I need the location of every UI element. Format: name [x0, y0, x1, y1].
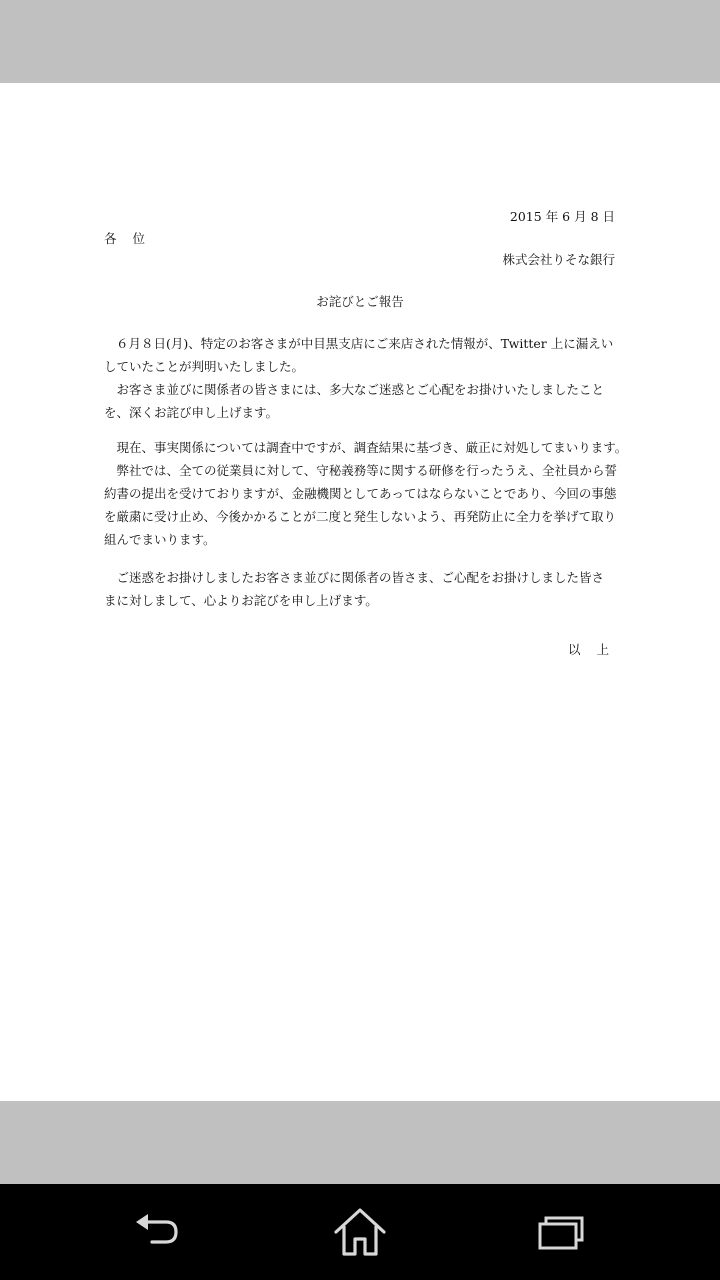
system-navigation-bar [0, 1184, 720, 1280]
document-title: お詫びとご報告 [316, 294, 404, 309]
document-date: 2015 年 6 月 8 日 [509, 209, 615, 224]
recent-apps-icon [532, 1210, 588, 1254]
home-icon [332, 1206, 388, 1258]
document-closing: 以 上 [568, 642, 615, 657]
text-line: お客さま並びに関係者の皆さまには、多大なご迷惑とご心配をお掛けいたしましたこと [104, 382, 605, 397]
document-sender: 株式会社りそな銀行 [502, 252, 615, 267]
text-line: を厳粛に受け止め、今後かかることが二度と発生しないよう、再発防止に全力を挙げて取り [104, 509, 617, 524]
paragraph-1 [104, 332, 616, 424]
home-button[interactable] [320, 1202, 400, 1262]
paragraph-2 [104, 436, 628, 551]
recent-apps-button[interactable] [520, 1202, 600, 1262]
text-line: ６月８日(月)、特定のお客さまが中目黒支店にご来店された情報が、Twitter 上に漏えい [116, 336, 614, 351]
text-line: 組んでまいります。 [104, 532, 216, 547]
document-page [0, 83, 720, 1101]
document-addressee: 各 位 [104, 231, 151, 246]
text-line: していたことが判明いたしました。 [104, 359, 305, 374]
text-line: まに対しまして、心よりお詫びを申し上げます。 [104, 593, 378, 608]
back-icon [132, 1210, 188, 1254]
viewer-top-margin [0, 0, 720, 83]
text-line: ご迷惑をお掛けしましたお客さま並びに関係者の皆さま、ご心配をお掛けしました皆さ [104, 570, 605, 585]
viewer-bottom-margin [0, 1101, 720, 1184]
paragraph-3 [104, 566, 616, 612]
text-line: 弊社では、全ての従業員に対して、守秘義務等に関する研修を行ったうえ、全社員から誓 [104, 463, 618, 478]
text-line: 現在、事実関係については調査中ですが、調査結果に基づき、厳正に対処してまいります。 [104, 440, 628, 455]
back-button[interactable] [120, 1202, 200, 1262]
text-line: 約書の提出を受けておりますが、金融機関としてあってはならないことであり、今回の事態 [104, 486, 617, 501]
text-line: を、深くお詫び申し上げます。 [104, 405, 279, 420]
